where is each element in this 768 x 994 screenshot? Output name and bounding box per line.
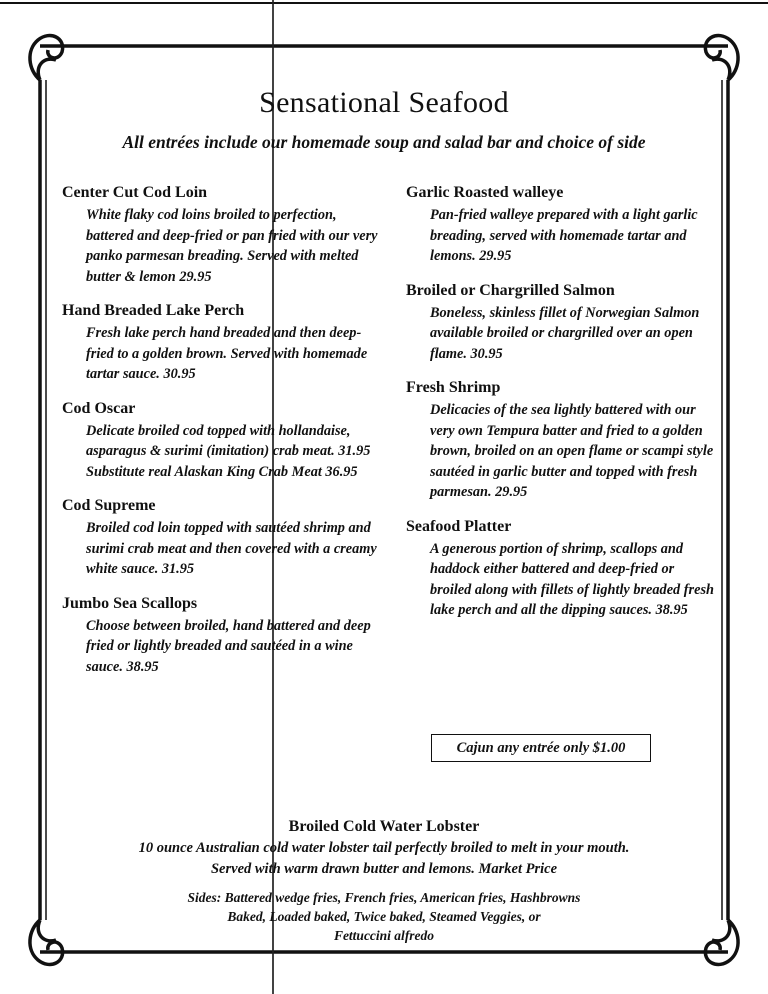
item-name: Center Cut Cod Loin (62, 184, 208, 201)
menu-item (406, 282, 716, 365)
item-price: 30.95 (470, 345, 503, 362)
menu-item (62, 400, 382, 483)
item-description: Pan-fried walleye prepared with a light garlic breading, served with homemade tartar and lemons. 29.95 (430, 207, 698, 264)
item-price: 36.95 (325, 463, 358, 480)
item-description: Choose between broiled, hand battered and deep fried or lightly breaded and sautéed in a wine sauce. 38.95 (86, 617, 371, 675)
cajun-note-box: Cajun any entrée only $1.00 (431, 734, 651, 762)
sides-line-3: Fettuccini alfredo (333, 928, 435, 943)
item-name: Garlic Roasted walleye (406, 184, 564, 201)
sides-section (0, 888, 768, 945)
item-price: 31.95 (161, 561, 195, 577)
menu-item (62, 497, 382, 580)
item-description: Delicacies of the sea lightly battered with our very own Tempura batter and fried to a golden brown, broiled on an open flame or scampi style sautéed in garlic butter and topped with fresh parmesan. 29.95 (430, 402, 714, 500)
item-description: A generous portion of shrimp, scallops and haddock either battered and deep-fried or broiled along with fillets of lightly breaded fresh lake perch and all the dipping sauces. 38.95 (430, 540, 714, 618)
item-name: Cod Supreme (62, 497, 156, 514)
item-price: 30.95 (163, 366, 196, 382)
lobster-section (0, 818, 768, 880)
lobster-description-line-2: Served with warm drawn butter and lemons. Market Price (210, 861, 558, 877)
menu-item (62, 595, 382, 678)
item-name: Fresh Shrimp (406, 379, 501, 396)
lobster-name: Broiled Cold Water Lobster (288, 818, 480, 835)
item-name: Jumbo Sea Scallops (62, 594, 198, 612)
menu-item (406, 184, 716, 267)
item-description: White flaky cod loins broiled to perfection, battered and deep-fried or pan fried with our very panko parmesan breading. Served with melted butter & lemon 29.95 (86, 207, 378, 285)
menu-subtitle: All entrées include our homemade soup and salad bar and choice of side (122, 132, 646, 152)
item-price: 29.95 (479, 248, 512, 264)
item-description: Broiled cod loin topped with sautéed shrimp and surimi crab meat and then covered with a creamy white sauce. 31.95 (86, 520, 377, 577)
item-name: Seafood Platter (406, 517, 512, 535)
item-price: 29.95 (495, 484, 528, 500)
sides-line-2: Baked, Loaded baked, Twice baked, Steamed Veggies, or (227, 909, 541, 924)
item-description: Boneless, skinless fillet of Norwegian Salmon available broiled or chargrilled over an open flame. 30.95 (430, 304, 700, 362)
item-name: Cod Oscar (62, 399, 136, 417)
item-price: 38.95 (655, 602, 688, 618)
item-price: 38.95 (126, 658, 159, 675)
menu-title: Sensational Seafood (259, 86, 509, 119)
menu-item (62, 302, 382, 385)
menu-item (62, 184, 382, 287)
sides-line-1: Sides: Battered wedge fries, French fries, American fries, Hashbrowns (187, 890, 581, 905)
right-column (406, 184, 716, 636)
item-name: Broiled or Chargrilled Salmon (406, 281, 615, 299)
menu-item (406, 518, 716, 621)
item-description: Fresh lake perch hand breaded and then deep-fried to a golden brown. Served with homemade tartar sauce. 30.95 (86, 325, 368, 382)
item-name: Hand Breaded Lake Perch (62, 302, 245, 319)
item-description: Delicate broiled cod topped with hollandaise, asparagus & surimi (imitation) crab meat. 31.95 Substitute real Alaskan King Crab Meat 36.95 (86, 422, 371, 480)
menu-item (406, 379, 716, 503)
item-price: 29.95 (179, 268, 212, 285)
left-column (62, 184, 382, 692)
lobster-description-line-1: 10 ounce Australian cold water lobster tail perfectly broiled to melt in your mouth. (138, 840, 630, 856)
